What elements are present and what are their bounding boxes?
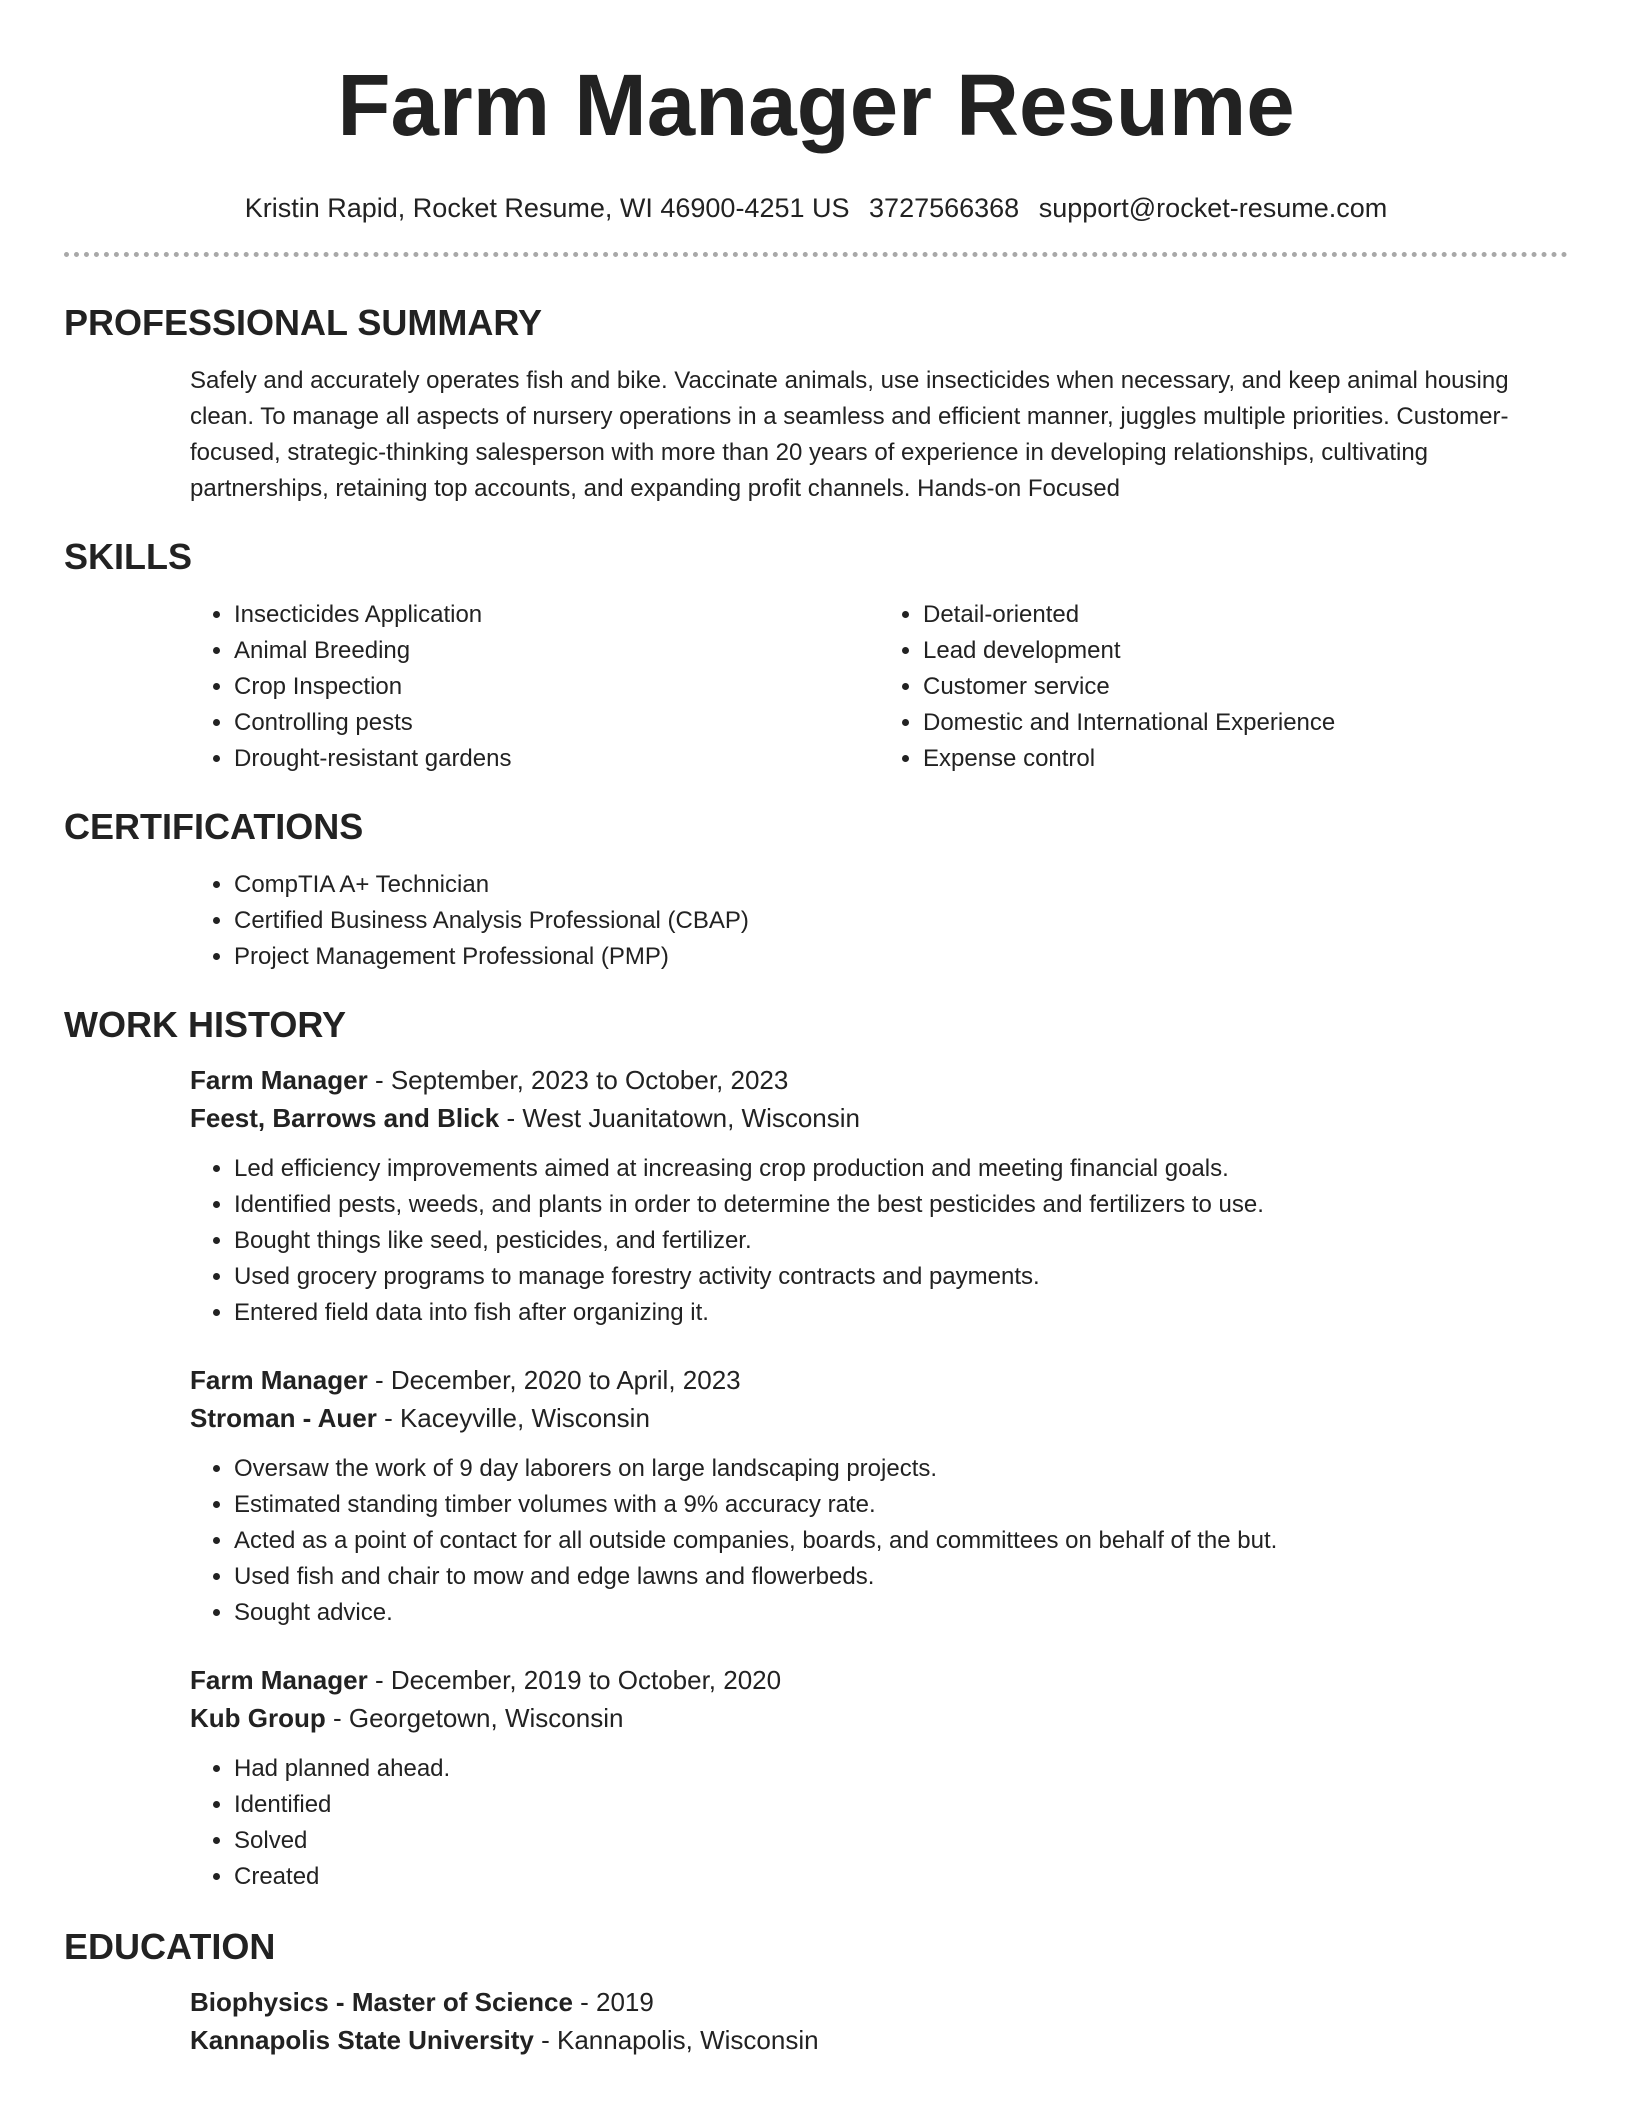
job-entry	[190, 1361, 1568, 1631]
section-heading: PROFESSIONAL SUMMARY	[64, 302, 543, 343]
list-item: • Bought things like seed, pesticides, and fertilizer.	[234, 1223, 1568, 1259]
contact-email: support@rocket-resume.com	[1038, 193, 1388, 223]
job-location: - West Juanitatown, Wisconsin	[499, 1103, 860, 1133]
job-company: Stroman - Auer	[190, 1403, 377, 1433]
skills-list-left	[190, 597, 879, 777]
list-item: • Lead development	[923, 633, 1568, 669]
job-company-line	[190, 1099, 1568, 1137]
list-item: • Estimated standing timber volumes with a 9% accuracy rate.	[234, 1487, 1568, 1523]
job-entry	[190, 1661, 1568, 1895]
list-item: • Sought advice.	[234, 1595, 1568, 1631]
education-section	[64, 1925, 1568, 2059]
job-company: Kub Group	[190, 1703, 326, 1733]
professional-summary-section	[64, 301, 1568, 507]
list-item: • Customer service	[923, 669, 1568, 705]
header-divider	[64, 252, 1568, 257]
section-heading: CERTIFICATIONS	[64, 806, 364, 847]
certifications-body	[190, 867, 1568, 975]
job-bullets	[190, 1751, 1568, 1895]
job-title-line	[190, 1061, 1568, 1099]
job-title-line	[190, 1361, 1568, 1399]
education-school-line	[190, 2021, 1568, 2059]
summary-body	[190, 363, 1568, 507]
list-item: • Animal Breeding	[234, 633, 879, 669]
list-item: • Acted as a point of contact for all outside companies, boards, and committees on behalf of the but.	[234, 1523, 1568, 1559]
section-heading: EDUCATION	[64, 1926, 276, 1967]
list-item: • Certified Business Analysis Professional (CBAP)	[234, 903, 1568, 939]
certifications-section	[64, 805, 1568, 975]
list-item: • Identified	[234, 1787, 1568, 1823]
list-item: • Created	[234, 1859, 1568, 1895]
job-company: Feest, Barrows and Blick	[190, 1103, 500, 1133]
certifications-list	[190, 867, 1568, 975]
summary-text: Safely and accurately operates fish and bike. Vaccinate animals, use insecticides when necessary, and keep animal housing clean. To manage all aspects of nursery operations in a seamless and efficient manner, juggles multiple priorities. Customer-focused, strategic-thinking salesperson with more than 20 years of experience in developing relationships, cultivating partnerships, retaining top accounts, and expanding profit channels. Hands-on Focused	[190, 367, 1509, 502]
contact-line	[64, 192, 1568, 224]
job-dates: - December, 2019 to October, 2020	[367, 1665, 782, 1695]
job-entry	[190, 1061, 1568, 1331]
work-history-section	[64, 1003, 1568, 1895]
list-item: • CompTIA A+ Technician	[234, 867, 1568, 903]
job-location: - Georgetown, Wisconsin	[325, 1703, 624, 1733]
list-item: • Solved	[234, 1823, 1568, 1859]
skills-list-right	[879, 597, 1568, 777]
list-item: • Used grocery programs to manage forestry activity contracts and payments.	[234, 1259, 1568, 1295]
list-item: • Project Management Professional (PMP)	[234, 939, 1568, 975]
work-history-body	[190, 1061, 1568, 1895]
skills-section	[64, 535, 1568, 777]
job-title: Farm Manager	[190, 1365, 368, 1395]
job-location: - Kaceyville, Wisconsin	[376, 1403, 650, 1433]
contact-phone: 3727566368	[869, 193, 1020, 223]
job-bullets	[190, 1151, 1568, 1331]
job-title-line	[190, 1661, 1568, 1699]
list-item: • Domestic and International Experience	[923, 705, 1568, 741]
job-title: Farm Manager	[190, 1065, 368, 1095]
job-bullets	[190, 1451, 1568, 1631]
job-dates: - September, 2023 to October, 2023	[367, 1065, 789, 1095]
education-year: - 2019	[572, 1987, 654, 2017]
job-company-line	[190, 1399, 1568, 1437]
list-item: • Entered field data into fish after organizing it.	[234, 1295, 1568, 1331]
list-item: • Led efficiency improvements aimed at increasing crop production and meeting financial goals.	[234, 1151, 1568, 1187]
list-item: • Oversaw the work of 9 day laborers on large landscaping projects.	[234, 1451, 1568, 1487]
list-item: • Drought-resistant gardens	[234, 741, 879, 777]
list-item: • Insecticides Application	[234, 597, 879, 633]
list-item: • Detail-oriented	[923, 597, 1568, 633]
education-location: - Kannapolis, Wisconsin	[533, 2025, 819, 2055]
resume-title: Farm Manager Resume	[337, 57, 1295, 154]
education-degree-line	[190, 1983, 1568, 2021]
list-item: • Crop Inspection	[234, 669, 879, 705]
section-heading: WORK HISTORY	[64, 1004, 347, 1045]
job-dates: - December, 2020 to April, 2023	[367, 1365, 741, 1395]
contact-address: Kristin Rapid, Rocket Resume, WI 46900-4251 US	[244, 193, 850, 223]
list-item: • Used fish and chair to mow and edge lawns and flowerbeds.	[234, 1559, 1568, 1595]
skills-grid	[190, 597, 1568, 777]
list-item: • Identified pests, weeds, and plants in order to determine the best pesticides and fertilizers to use.	[234, 1187, 1568, 1223]
job-company-line	[190, 1699, 1568, 1737]
section-heading: SKILLS	[64, 536, 193, 577]
education-school: Kannapolis State University	[190, 2025, 534, 2055]
job-title: Farm Manager	[190, 1665, 368, 1695]
education-body	[190, 1983, 1568, 2059]
list-item: • Expense control	[923, 741, 1568, 777]
education-degree: Biophysics - Master of Science	[190, 1987, 573, 2017]
list-item: • Had planned ahead.	[234, 1751, 1568, 1787]
list-item: • Controlling pests	[234, 705, 879, 741]
